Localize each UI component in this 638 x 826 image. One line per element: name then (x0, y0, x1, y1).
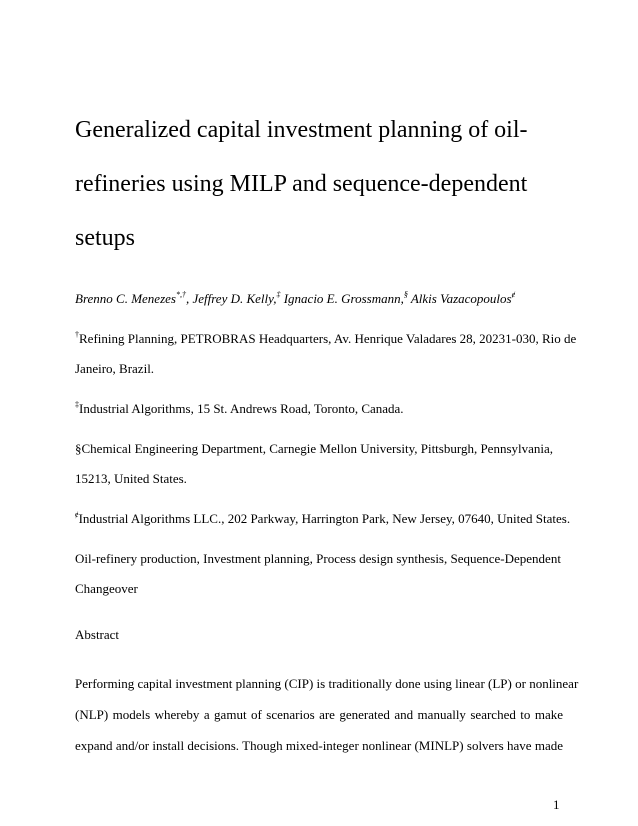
affiliation-2-text: Industrial Algorithms, 15 St. Andrews Road, Toronto, Canada. (79, 401, 404, 416)
affiliation-4-mark: ɇ (75, 510, 79, 519)
affiliation-4 (75, 511, 570, 527)
affiliation-1-line-1 (75, 331, 576, 347)
author-1-mark: *,† (175, 290, 186, 299)
abstract-heading: Abstract (75, 627, 120, 642)
affiliation-4-text: Industrial Algorithms LLC., 202 Parkway, Harrington Park, New Jersey, 07640, United States. (78, 511, 571, 526)
keywords-line-2: Changeover (75, 581, 138, 596)
affiliation-3-line-1: §Chemical Engineering Department, Carnegie Mellon University, Pittsburgh, Pennsylvania, (75, 441, 554, 456)
affiliation-2 (75, 401, 404, 417)
author-4: Alkis Vazacopoulos (407, 291, 512, 306)
author-2-mark: ‡ (276, 290, 281, 299)
page-number: 1 (553, 797, 560, 812)
author-1: Brenno C. Menezes (75, 291, 176, 306)
title-line-1: Generalized capital investment planning of oil- (75, 117, 528, 143)
affiliation-1-mark: † (75, 330, 79, 339)
abstract-line-2: (NLP) models whereby a gamut of scenarios are generated and manually searched to make (75, 707, 563, 722)
author-list (75, 291, 515, 307)
abstract-line-1: Performing capital investment planning (CIP) is traditionally done using linear (LP) or nonlinear (75, 676, 579, 691)
author-3: Ignacio E. Grossmann, (280, 291, 404, 306)
title-line-2: refineries using MILP and sequence-dependent (75, 171, 528, 197)
affiliation-3-line-2: 15213, United States. (75, 471, 187, 486)
affiliation-1-text: Refining Planning, PETROBRAS Headquarters, Av. Henrique Valadares 28, 20231-030, Rio de (79, 331, 577, 346)
keywords-line-1: Oil-refinery production, Investment planning, Process design synthesis, Sequence-Dependent (75, 551, 561, 566)
affiliation-1-line-2: Janeiro, Brazil. (75, 361, 155, 376)
author-4-mark: ɇ (511, 290, 516, 299)
abstract-line-3: expand and/or install decisions. Though mixed-integer nonlinear (MINLP) solvers have made (75, 738, 563, 753)
affiliation-2-mark: ‡ (75, 400, 79, 409)
author-3-mark: § (403, 290, 408, 299)
author-2: , Jeffrey D. Kelly, (185, 291, 277, 306)
title-line-3: setups (75, 225, 135, 251)
